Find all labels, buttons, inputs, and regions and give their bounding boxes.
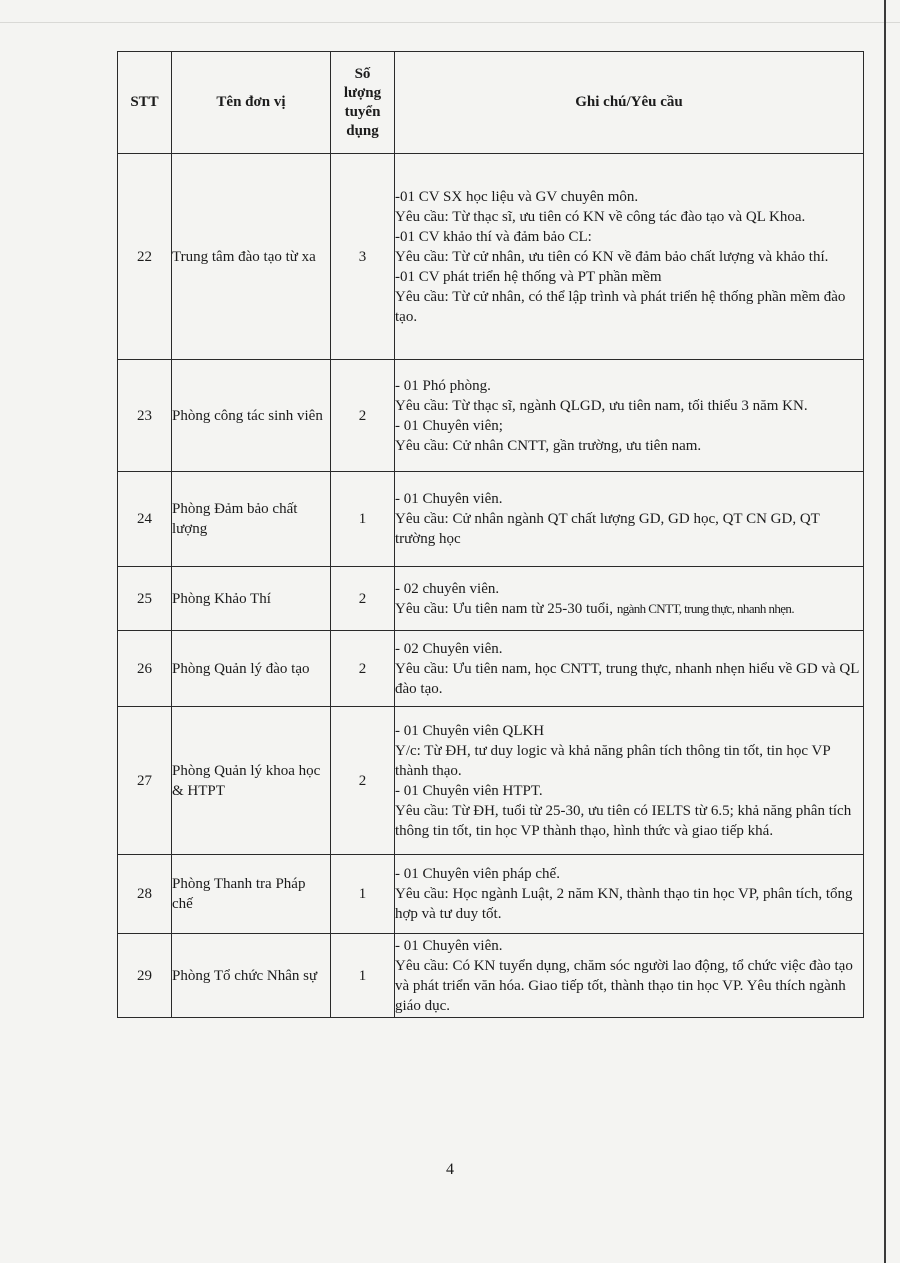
note-line: Yêu cầu: Từ ĐH, tuổi từ 25-30, ưu tiên có IELTS từ 6.5; khả năng phân tích thông tin tốt, tin học VP thành thạo, hình thức và giao tiếp khá.: [395, 802, 852, 839]
row-stt: 25: [118, 567, 172, 631]
row-qty: 3: [331, 154, 395, 360]
page-number: 4: [446, 1161, 454, 1178]
table-row: [118, 360, 864, 472]
note-line: -01 CV SX học liệu và GV chuyên môn.: [395, 188, 639, 205]
note-line: - 01 Chuyên viên QLKH: [395, 722, 545, 739]
note-line: Yêu cầu: Cử nhân CNTT, gần trường, ưu tiên nam.: [395, 437, 702, 454]
note-text-condensed: ngành CNTT, trung thực, nhanh nhẹn.: [616, 600, 794, 616]
row-notes: [395, 360, 864, 472]
row-notes: [395, 631, 864, 707]
row-qty: 2: [331, 360, 395, 472]
row-unit: Phòng Quản lý khoa học & HTPT: [172, 707, 331, 855]
row-notes: [395, 707, 864, 855]
note-line: Yêu cầu: Có KN tuyển dụng, chăm sóc người lao động, tổ chức việc đào tạo và phát triển văn hóa. Giao tiếp tốt, thành thạo tin học VP. Yêu thích ngành giáo dục.: [395, 957, 853, 1014]
note-line: - 01 Chuyên viên HTPT.: [395, 782, 543, 799]
header-qty-line: Số: [354, 65, 371, 82]
recruitment-table: [117, 51, 864, 1018]
header-unit: Tên đơn vị: [172, 52, 331, 154]
row-stt: 23: [118, 360, 172, 472]
note-line: - 01 Phó phòng.: [395, 377, 491, 394]
row-unit: Phòng Đảm bảo chất lượng: [172, 472, 331, 567]
row-stt: 28: [118, 855, 172, 934]
row-stt: 22: [118, 154, 172, 360]
table-row: [118, 855, 864, 934]
row-unit: Phòng Thanh tra Pháp chế: [172, 855, 331, 934]
header-qty-line: dụng: [346, 122, 379, 139]
row-qty: 1: [331, 855, 395, 934]
header-stt: STT: [118, 52, 172, 154]
note-line: Yêu cầu: Từ thạc sĩ, ngành QLGD, ưu tiên nam, tối thiểu 3 năm KN.: [395, 397, 808, 414]
row-qty: 1: [331, 472, 395, 567]
header-note: Ghi chú/Yêu cầu: [395, 52, 864, 154]
row-stt: 27: [118, 707, 172, 855]
header-qty-line: tuyển: [344, 103, 381, 120]
table-row: [118, 934, 864, 1018]
note-line: -01 CV phát triển hệ thống và PT phần mềm: [395, 268, 662, 285]
row-qty: 1: [331, 934, 395, 1018]
note-text: Yêu cầu: Ưu tiên nam từ 25-30 tuổi,: [395, 600, 614, 617]
row-notes: [395, 855, 864, 934]
note-line: Yêu cầu: Từ cử nhân, có thể lập trình và phát triển hệ thống phần mềm đào tạo.: [395, 288, 846, 325]
row-qty: 2: [331, 707, 395, 855]
row-unit: Phòng Khảo Thí: [172, 567, 331, 631]
row-unit: Phòng công tác sinh viên: [172, 360, 331, 472]
top-rule: [0, 22, 900, 23]
header-qty: [331, 52, 395, 154]
note-line: - 02 Chuyên viên.: [395, 640, 503, 657]
note-line: [395, 599, 863, 619]
table-row: [118, 472, 864, 567]
table-row: [118, 154, 864, 360]
row-qty: 2: [331, 631, 395, 707]
table-row: [118, 567, 864, 631]
note-line: - 01 Chuyên viên.: [395, 491, 503, 507]
page-edge: [884, 0, 886, 1263]
table-row: [118, 707, 864, 855]
table-row: [118, 631, 864, 707]
note-line: Yêu cầu: Cử nhân ngành QT chất lượng GD, GD học, QT CN GD, QT trường học: [395, 511, 820, 547]
note-line: Y/c: Từ ĐH, tư duy logic và khả năng phân tích thông tin tốt, tin học VP thành thạo.: [395, 742, 831, 779]
note-line: Yêu cầu: Học ngành Luật, 2 năm KN, thành thạo tin học VP, phân tích, tổng hợp và tư duy tốt.: [395, 886, 853, 922]
row-unit: Phòng Tổ chức Nhân sự: [172, 934, 331, 1018]
note-line: - 02 chuyên viên.: [395, 580, 500, 597]
header-qty-line: lượng: [343, 84, 382, 101]
row-unit: Phòng Quản lý đào tạo: [172, 631, 331, 707]
note-line: - 01 Chuyên viên.: [395, 937, 503, 954]
row-notes: [395, 567, 864, 631]
row-notes: [395, 934, 864, 1018]
note-line: - 01 Chuyên viên pháp chế.: [395, 866, 560, 882]
note-line: Yêu cầu: Từ cử nhân, ưu tiên có KN về đảm bảo chất lượng và khảo thí.: [395, 248, 829, 265]
row-qty: 2: [331, 567, 395, 631]
row-stt: 29: [118, 934, 172, 1018]
note-line: - 01 Chuyên viên;: [395, 417, 503, 434]
note-line: Yêu cầu: Ưu tiên nam, học CNTT, trung thực, nhanh nhẹn hiểu về GD và QL đào tạo.: [395, 660, 859, 697]
header-row: [118, 52, 864, 154]
row-stt: 24: [118, 472, 172, 567]
row-notes: [395, 154, 864, 360]
note-line: Yêu cầu: Từ thạc sĩ, ưu tiên có KN về công tác đào tạo và QL Khoa.: [395, 208, 806, 225]
note-line: -01 CV khảo thí và đảm bảo CL:: [395, 228, 592, 245]
row-notes: [395, 472, 864, 567]
row-unit: Trung tâm đào tạo từ xa: [172, 154, 331, 360]
row-stt: 26: [118, 631, 172, 707]
